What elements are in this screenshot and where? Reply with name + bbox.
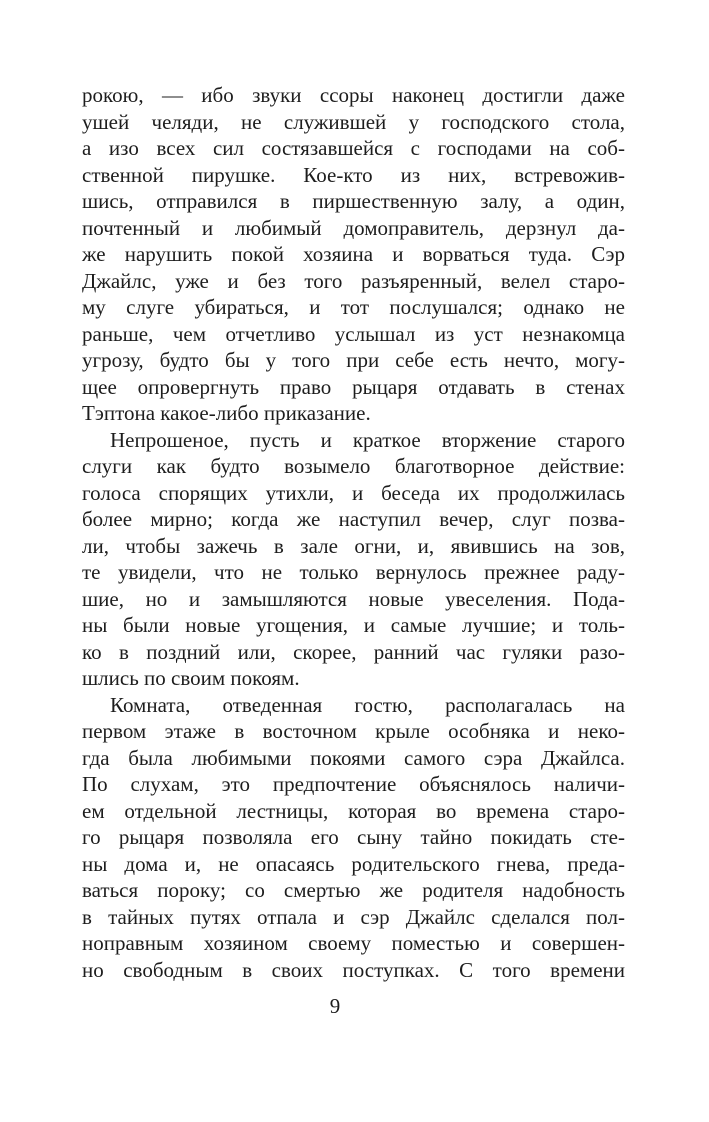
- paragraph: [82, 82, 625, 427]
- text-line: ны были новые угощения, и самые лучшие; и толь-: [82, 613, 625, 637]
- text-line: шись, отправился в пиршественную залу, а один,: [82, 189, 625, 213]
- text-line: в тайных путях отпала и сэр Джайлс сделался пол-: [82, 904, 625, 929]
- text-line: ны дома и, не опасаясь родительского гнева, преда-: [82, 851, 625, 876]
- text-line: более мирно; когда же наступил вечер, слуг позва-: [82, 507, 625, 531]
- text-line: угрозу, будто бы у того при себе есть нечто, могу-: [82, 348, 625, 372]
- text-line: первом этаже в восточном крыле особняка и неко-: [82, 719, 625, 743]
- text-line: те увидели, что не только вернулось прежнее раду-: [82, 560, 625, 584]
- text-line: но свободным в своих поступках. С того времени: [82, 957, 625, 982]
- text-line: же нарушить покой хозяина и ворваться туда. Сэр: [82, 242, 625, 266]
- text-line: шлись по своим покоям.: [82, 666, 300, 690]
- paragraph: [82, 427, 625, 692]
- text-line: Непрошеное, пусть и краткое вторжение старого: [110, 427, 625, 452]
- text-line: ем отдельной лестницы, которая во времена старо-: [82, 798, 625, 823]
- paragraph: [82, 692, 625, 984]
- text-line: слуги как будто возымело благотворное действие:: [82, 454, 625, 478]
- text-line: а изо всех сил состязавшейся с господами на соб-: [82, 136, 625, 160]
- text-block: [82, 82, 625, 983]
- text-line: почтенный и любимый домоправитель, дерзнул да-: [82, 215, 625, 240]
- text-line: ноправным хозяином своему поместью и совершен-: [82, 931, 625, 955]
- text-line: щее опровергнуть право рыцаря отдавать в стенах: [82, 374, 625, 399]
- text-line: Комната, отведенная гостю, располагалась на: [110, 692, 625, 717]
- text-line: рокою, — ибо звуки ссоры наконец достигли даже: [82, 83, 625, 107]
- text-line: голоса спорящих утихли, и беседа их продолжилась: [82, 480, 625, 505]
- text-line: ушей челяди, не служившей у господского стола,: [82, 109, 625, 134]
- text-line: ли, чтобы зажечь в зале огни, и, явившись на зов,: [82, 533, 625, 558]
- text-line: го рыцаря позволяла его сыну тайно покидать сте-: [82, 825, 625, 849]
- text-line: Тэптона какое-либо приказание.: [82, 401, 371, 425]
- text-line: ко в поздний или, скорее, ранний час гуляки разо-: [82, 639, 625, 664]
- text-line: ваться пороку; со смертью же родителя надобность: [82, 878, 625, 902]
- text-line: гда была любимыми покоями самого сэра Джайлса.: [82, 745, 625, 770]
- text-line: Джайлс, уже и без того разъяренный, велел старо-: [82, 268, 625, 293]
- text-line: По слухам, это предпочтение объяснялось наличи-: [82, 772, 625, 796]
- text-line: му слуге убираться, и тот послушался; однако не: [82, 295, 625, 319]
- text-line: ственной пирушке. Кое-кто из них, встревожив-: [82, 162, 625, 187]
- text-line: раньше, чем отчетливо услышал из уст незнакомца: [82, 321, 625, 346]
- page-number: 9: [329, 994, 341, 1018]
- text-line: шие, но и замышляются новые увеселения. Пода-: [82, 586, 625, 611]
